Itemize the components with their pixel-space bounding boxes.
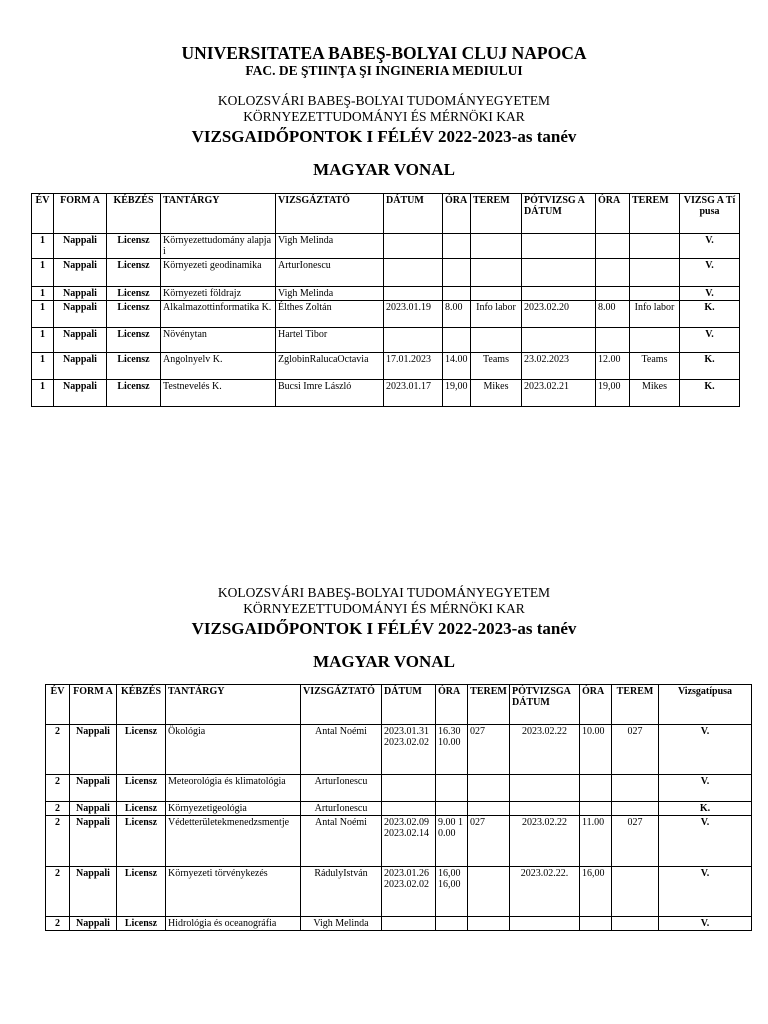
cell-year: 1	[32, 380, 54, 407]
cell-retake-time	[596, 234, 630, 259]
cell-training: Licensz	[107, 328, 161, 353]
exam-schedule-title: VIZSGAIDŐPONTOK I FÉLÉV 2022-2023-as tanév	[191, 127, 577, 146]
col-header-room: TEREM	[468, 685, 510, 725]
cell-examiner: Bucsi Imre László	[276, 380, 384, 407]
cell-form: Nappali	[54, 287, 107, 301]
cell-form: Nappali	[54, 301, 107, 328]
faculty-title: FAC. DE ŞTIINŢA ŞI INGINERIA MEDIULUI	[245, 63, 523, 78]
cell-time: 19,00	[443, 380, 471, 407]
cell-retake-date	[522, 287, 596, 301]
cell-training: Licensz	[107, 301, 161, 328]
cell-retake-time	[580, 917, 612, 931]
cell-year: 2	[46, 917, 70, 931]
cell-exam-type: K.	[680, 353, 740, 380]
cell-time: 8.00	[443, 301, 471, 328]
cell-retake-date	[510, 802, 580, 816]
cell-exam-type: K.	[680, 301, 740, 328]
table-row	[46, 816, 752, 867]
cell-retake-time	[596, 287, 630, 301]
cell-form: Nappali	[54, 380, 107, 407]
faculty-title-hu-2: KÖRNYEZETTUDOMÁNYI ÉS MÉRNÖKI KAR	[243, 601, 525, 616]
cell-date	[382, 917, 436, 931]
cell-retake-room	[612, 802, 659, 816]
cell-room	[471, 328, 522, 353]
table-row	[32, 353, 740, 380]
cell-training: Licensz	[107, 353, 161, 380]
col-header-form: FORM A	[54, 194, 107, 234]
cell-room	[468, 867, 510, 917]
cell-time: 9.00 10.00	[436, 816, 468, 867]
cell-exam-type: V.	[659, 917, 752, 931]
cell-training: Licensz	[117, 775, 166, 802]
col-header-year: ÉV	[46, 685, 70, 725]
col-header-examiner: VIZSGÁZTATÓ	[301, 685, 382, 725]
cell-date: 17.01.2023	[384, 353, 443, 380]
cell-room: Mikes	[471, 380, 522, 407]
cell-subject: Ökológia	[166, 725, 301, 775]
table-row	[46, 867, 752, 917]
cell-retake-room: 027	[612, 725, 659, 775]
cell-retake-time: 12.00	[596, 353, 630, 380]
cell-retake-room	[630, 328, 680, 353]
table-row	[32, 287, 740, 301]
cell-exam-type: K.	[680, 380, 740, 407]
col-header-training: KÉBZÉS	[117, 685, 166, 725]
cell-exam-type: V.	[680, 234, 740, 259]
cell-time	[436, 802, 468, 816]
cell-exam-type: K.	[659, 802, 752, 816]
cell-subject: Környezeti földrajz	[161, 287, 276, 301]
cell-date	[382, 802, 436, 816]
col-header-exam-type: Vizsgatípusa	[659, 685, 752, 725]
cell-form: Nappali	[54, 353, 107, 380]
cell-year: 2	[46, 725, 70, 775]
cell-form: Nappali	[54, 328, 107, 353]
cell-exam-type: V.	[680, 328, 740, 353]
col-header-time: ÓRA	[443, 194, 471, 234]
cell-retake-date: 2023.02.21	[522, 380, 596, 407]
cell-form: Nappali	[54, 234, 107, 259]
cell-retake-room: 027	[612, 816, 659, 867]
cell-subject: Környezetigeológia	[166, 802, 301, 816]
cell-exam-type: V.	[659, 775, 752, 802]
col-header-room: TEREM	[471, 194, 522, 234]
cell-retake-room	[612, 867, 659, 917]
cell-exam-type: V.	[659, 816, 752, 867]
cell-training: Licensz	[107, 234, 161, 259]
cell-retake-room: Teams	[630, 353, 680, 380]
university-title-hu: KOLOZSVÁRI BABEŞ-BOLYAI TUDOMÁNYEGYETEM	[217, 93, 551, 108]
table-row	[32, 328, 740, 353]
cell-time: 16,00 16,00	[436, 867, 468, 917]
cell-room: 027	[468, 725, 510, 775]
cell-date: 2023.01.31 2023.02.02	[382, 725, 436, 775]
cell-date: 2023.02.09 2023.02.14	[382, 816, 436, 867]
cell-date	[384, 328, 443, 353]
cell-training: Licensz	[107, 380, 161, 407]
cell-subject: Környezeti törvénykezés	[166, 867, 301, 917]
cell-retake-room	[630, 287, 680, 301]
cell-subject: Környezettudomány alapjai	[161, 234, 276, 259]
cell-year: 1	[32, 301, 54, 328]
table-header-row	[32, 194, 740, 234]
cell-examiner: Élthes Zoltán	[276, 301, 384, 328]
cell-time	[443, 234, 471, 259]
cell-examiner: Vigh Melinda	[276, 287, 384, 301]
cell-form: Nappali	[70, 775, 117, 802]
cell-subject: Növénytan	[161, 328, 276, 353]
cell-room	[468, 775, 510, 802]
cell-room	[471, 287, 522, 301]
cell-subject: Környezeti geodinamika	[161, 259, 276, 287]
cell-retake-room	[612, 917, 659, 931]
cell-year: 1	[32, 328, 54, 353]
col-header-retake-room: TEREM	[612, 685, 659, 725]
cell-date: 2023.01.19	[384, 301, 443, 328]
table-row	[32, 301, 740, 328]
cell-exam-type: V.	[659, 867, 752, 917]
cell-form: Nappali	[70, 867, 117, 917]
cell-form: Nappali	[54, 259, 107, 287]
col-header-retake-time: ÓRA	[580, 685, 612, 725]
col-header-date: DÁTUM	[384, 194, 443, 234]
cell-room	[471, 259, 522, 287]
cell-examiner: Antal Noémi	[301, 725, 382, 775]
cell-time	[436, 775, 468, 802]
cell-retake-date	[522, 259, 596, 287]
cell-examiner: Hartel Tibor	[276, 328, 384, 353]
cell-form: Nappali	[70, 917, 117, 931]
cell-examiner: Antal Noémi	[301, 816, 382, 867]
cell-examiner: ArturIonescu	[276, 259, 384, 287]
col-header-subject: TANTÁRGY	[166, 685, 301, 725]
table-row	[46, 725, 752, 775]
cell-retake-date: 2023.02.22.	[510, 867, 580, 917]
section-title-2: MAGYAR VONAL	[313, 652, 455, 671]
cell-date	[384, 259, 443, 287]
cell-retake-date: 2023.02.22	[510, 725, 580, 775]
cell-subject: Testnevelés K.	[161, 380, 276, 407]
table-row	[32, 380, 740, 407]
cell-retake-time	[580, 775, 612, 802]
cell-examiner: ArturIonescu	[301, 775, 382, 802]
cell-form: Nappali	[70, 725, 117, 775]
cell-subject: Meteorológia és klimatológia	[166, 775, 301, 802]
cell-date: 2023.01.26 2023.02.02	[382, 867, 436, 917]
col-header-training: KÉBZÉS	[107, 194, 161, 234]
cell-training: Licensz	[117, 725, 166, 775]
cell-room: Info labor	[471, 301, 522, 328]
cell-room	[468, 802, 510, 816]
table-header-row	[46, 685, 752, 725]
cell-retake-date	[510, 775, 580, 802]
table-row	[32, 259, 740, 287]
cell-room: 027	[468, 816, 510, 867]
cell-time	[443, 287, 471, 301]
col-header-retake-room: TEREM	[630, 194, 680, 234]
cell-retake-room	[612, 775, 659, 802]
cell-examiner: ZglobinRalucaOctavia	[276, 353, 384, 380]
cell-time: 16.30 10.00	[436, 725, 468, 775]
cell-training: Licensz	[107, 287, 161, 301]
col-header-subject: TANTÁRGY	[161, 194, 276, 234]
cell-year: 1	[32, 353, 54, 380]
cell-year: 2	[46, 802, 70, 816]
cell-form: Nappali	[70, 802, 117, 816]
table-row	[46, 775, 752, 802]
cell-subject: Védetterületekmenedzsmentje	[166, 816, 301, 867]
cell-year: 2	[46, 816, 70, 867]
cell-retake-date: 23.02.2023	[522, 353, 596, 380]
col-header-year: ÉV	[32, 194, 54, 234]
cell-retake-time	[596, 328, 630, 353]
cell-year: 1	[32, 259, 54, 287]
cell-year: 1	[32, 234, 54, 259]
cell-examiner: ArturIonescu	[301, 802, 382, 816]
cell-retake-date: 2023.02.22	[510, 816, 580, 867]
cell-retake-time: 16,00	[580, 867, 612, 917]
cell-retake-room	[630, 234, 680, 259]
cell-retake-date	[510, 917, 580, 931]
col-header-exam-type: VIZSG A Típusa	[680, 194, 740, 234]
university-title: UNIVERSITATEA BABEŞ-BOLYAI CLUJ NAPOCA	[181, 43, 587, 63]
table-row	[46, 802, 752, 816]
exam-table-1	[31, 193, 740, 407]
cell-subject: Angolnyelv K.	[161, 353, 276, 380]
cell-retake-room: Info labor	[630, 301, 680, 328]
cell-exam-type: V.	[659, 725, 752, 775]
cell-time	[443, 259, 471, 287]
cell-training: Licensz	[117, 917, 166, 931]
faculty-title-hu: KÖRNYEZETTUDOMÁNYI ÉS MÉRNÖKI KAR	[243, 109, 525, 124]
cell-time	[436, 917, 468, 931]
cell-training: Licensz	[117, 867, 166, 917]
exam-schedule-title-2: VIZSGAIDŐPONTOK I FÉLÉV 2022-2023-as tanév	[191, 619, 577, 638]
col-header-date: DÁTUM	[382, 685, 436, 725]
cell-retake-date	[522, 234, 596, 259]
col-header-time: ÓRA	[436, 685, 468, 725]
cell-time: 14.00	[443, 353, 471, 380]
cell-retake-room	[630, 259, 680, 287]
university-title-hu-2: KOLOZSVÁRI BABEŞ-BOLYAI TUDOMÁNYEGYETEM	[217, 585, 551, 600]
cell-training: Licensz	[117, 816, 166, 867]
exam-table-2	[45, 684, 752, 931]
cell-training: Licensz	[107, 259, 161, 287]
cell-retake-time: 8.00	[596, 301, 630, 328]
cell-retake-time: 11.00	[580, 816, 612, 867]
cell-date	[384, 287, 443, 301]
cell-retake-date: 2023.02.20	[522, 301, 596, 328]
cell-exam-type: V.	[680, 287, 740, 301]
cell-subject: Alkalmazottinformatika K.	[161, 301, 276, 328]
cell-training: Licensz	[117, 802, 166, 816]
cell-year: 2	[46, 867, 70, 917]
cell-date: 2023.01.17	[384, 380, 443, 407]
cell-room	[471, 234, 522, 259]
cell-examiner: RádulyIstván	[301, 867, 382, 917]
col-header-retake-date: PÓTVIZSG A DÁTUM	[522, 194, 596, 234]
section-title: MAGYAR VONAL	[313, 160, 455, 179]
col-header-form: FORM A	[70, 685, 117, 725]
cell-retake-time	[580, 802, 612, 816]
cell-retake-time: 10.00	[580, 725, 612, 775]
table-row	[32, 234, 740, 259]
cell-form: Nappali	[70, 816, 117, 867]
table-row	[46, 917, 752, 931]
cell-retake-room: Mikes	[630, 380, 680, 407]
col-header-retake-date: PÓTVIZSGA DÁTUM	[510, 685, 580, 725]
col-header-retake-time: ÓRA	[596, 194, 630, 234]
cell-subject: Hidrológia és oceanográfia	[166, 917, 301, 931]
cell-room: Teams	[471, 353, 522, 380]
cell-year: 2	[46, 775, 70, 802]
cell-year: 1	[32, 287, 54, 301]
cell-exam-type: V.	[680, 259, 740, 287]
cell-retake-date	[522, 328, 596, 353]
cell-room	[468, 917, 510, 931]
cell-examiner: Vigh Melinda	[301, 917, 382, 931]
cell-date	[382, 775, 436, 802]
cell-time	[443, 328, 471, 353]
cell-date	[384, 234, 443, 259]
cell-retake-time	[596, 259, 630, 287]
cell-retake-time: 19,00	[596, 380, 630, 407]
col-header-examiner: VIZSGÁZTATÓ	[276, 194, 384, 234]
cell-examiner: Vigh Melinda	[276, 234, 384, 259]
